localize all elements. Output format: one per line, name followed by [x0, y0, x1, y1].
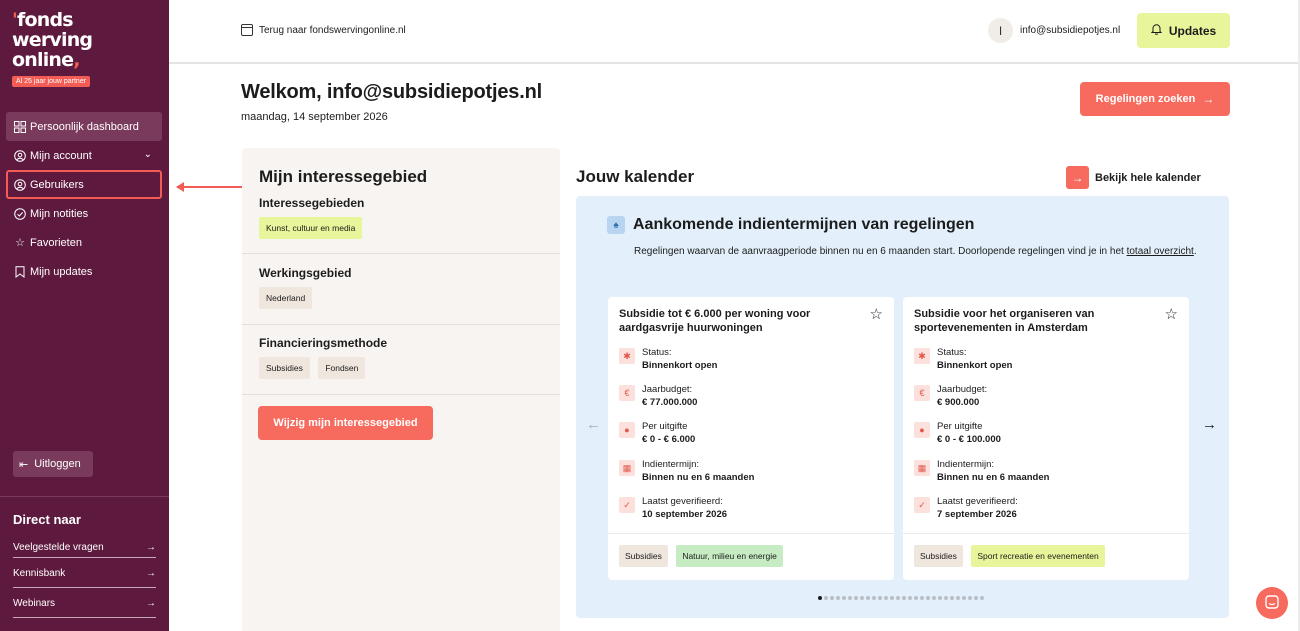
logout-icon: ⇤ — [19, 458, 29, 471]
user-menu[interactable] — [988, 18, 1120, 43]
carousel-dots — [818, 596, 986, 600]
tag: Nederland — [259, 287, 312, 309]
calendar-icon: ▦ — [619, 460, 635, 476]
sidebar-item-label: Favorieten — [30, 236, 82, 249]
carousel-dot[interactable] — [932, 596, 936, 600]
calendar-description-end: . — [1193, 246, 1197, 257]
direct-title: Direct naar — [13, 512, 81, 527]
logo-badge: Al 25 jaar jouw partner — [12, 76, 90, 87]
carousel-dot[interactable] — [914, 596, 918, 600]
field-value: Binnen nu en 6 maanden — [937, 472, 1050, 483]
interest-section-region — [242, 266, 560, 325]
interest-section-funding — [242, 336, 560, 395]
calendar-icon: ▦ — [914, 460, 930, 476]
tag: Subsidies — [259, 357, 310, 379]
tag: Subsidies — [619, 545, 668, 567]
field-label: Status: — [642, 347, 672, 358]
sidebar-item-notes[interactable] — [6, 199, 162, 228]
updates-button[interactable] — [1137, 13, 1230, 48]
field-value: € 0 - € 6.000 — [642, 434, 696, 445]
check-icon: ✓ — [619, 497, 635, 513]
card-field-budget — [914, 384, 987, 409]
logo-line-1: fonds — [17, 9, 73, 31]
sidebar-divider — [0, 496, 169, 497]
sidebar-item-label: Mijn notities — [30, 207, 89, 220]
view-calendar-link[interactable] — [1066, 166, 1201, 189]
user-circle-icon — [13, 149, 27, 163]
page-title: Welkom, info@subsidiepotjes.nl — [241, 81, 542, 103]
chevron-down-icon[interactable]: ⌄ — [143, 149, 152, 160]
card-field-status — [914, 347, 1012, 372]
sidebar-item-label: Persoonlijk dashboard — [30, 120, 139, 133]
carousel-dot[interactable] — [968, 596, 972, 600]
coins-icon: ● — [619, 422, 635, 438]
search-regulations-button[interactable] — [1080, 82, 1230, 116]
asterisk-icon: ✱ — [914, 348, 930, 364]
bell-icon — [1151, 23, 1162, 38]
euro-icon: € — [619, 385, 635, 401]
field-label: Per uitgifte — [642, 421, 688, 432]
arrow-right-icon: → — [1066, 166, 1089, 189]
check-icon: ✓ — [914, 497, 930, 513]
user-circle-icon — [13, 178, 27, 192]
sidebar — [0, 0, 169, 631]
arrow-right-icon: → — [146, 542, 156, 553]
field-label: Per uitgifte — [937, 421, 983, 432]
card-title[interactable]: Subsidie voor het organiseren van sportevenementen in Amsterdam — [914, 308, 1095, 334]
carousel-dot[interactable] — [854, 596, 858, 600]
carousel-dot[interactable] — [920, 596, 924, 600]
carousel-dot[interactable] — [902, 596, 906, 600]
calendar-title: Jouw kalender — [576, 167, 695, 186]
logout-button[interactable] — [13, 451, 93, 477]
topbar — [169, 0, 1300, 64]
carousel-dot[interactable] — [950, 596, 954, 600]
carousel-prev-icon[interactable]: ← — [586, 416, 601, 433]
logo-line-3: online — [12, 49, 74, 71]
carousel-dot[interactable] — [848, 596, 852, 600]
check-circle-icon — [13, 207, 27, 221]
edit-interest-button[interactable]: Wijzig mijn interessegebied — [258, 406, 433, 440]
carousel-dot[interactable] — [836, 596, 840, 600]
tag: Fondsen — [318, 357, 365, 379]
view-calendar-label: Bekijk hele kalender — [1095, 171, 1201, 184]
tag: Subsidies — [914, 545, 963, 567]
direct-link-kennisbank[interactable] — [13, 558, 156, 588]
carousel-dot[interactable] — [884, 596, 888, 600]
calendar-panel-header — [607, 216, 974, 234]
card-field-verified — [914, 496, 1018, 521]
carousel-dot[interactable] — [878, 596, 882, 600]
carousel-dot[interactable] — [980, 596, 984, 600]
card-title[interactable]: Subsidie tot € 6.000 per woning voor aardgasvrije huurwoningen — [619, 308, 811, 334]
card-field-per-issue — [619, 421, 695, 446]
interest-section-areas — [242, 196, 560, 254]
welcome-section — [241, 81, 542, 123]
card-field-budget — [619, 384, 697, 409]
avatar: I — [988, 18, 1013, 43]
field-value: € 0 - € 100.000 — [937, 434, 1001, 445]
carousel-dot[interactable] — [818, 596, 822, 600]
arrow-right-icon: → — [146, 568, 156, 579]
card-tags — [619, 545, 889, 567]
field-value: Binnen nu en 6 maanden — [642, 472, 755, 483]
card-field-deadline — [914, 459, 1049, 484]
field-label: Indientermijn: — [937, 459, 995, 470]
back-link[interactable] — [241, 24, 406, 36]
card-field-per-issue — [914, 421, 1001, 446]
direct-link-faq[interactable] — [13, 536, 156, 558]
calendar-description — [634, 242, 1204, 261]
carousel-dot[interactable] — [866, 596, 870, 600]
user-email: info@subsidiepotjes.nl — [1020, 25, 1121, 36]
field-label: Laatst geverifieerd: — [642, 496, 723, 507]
spade-icon: ♠ — [607, 216, 625, 234]
browser-icon — [241, 24, 253, 36]
arrow-right-icon: → — [146, 598, 156, 609]
field-value: Binnenkort open — [937, 360, 1013, 371]
sidebar-item-label: Mijn account — [30, 149, 92, 162]
direct-link-label: Veelgestelde vragen — [13, 542, 104, 553]
calendar-panel-title: Aankomende indientermijnen van regelingen — [633, 216, 975, 233]
sidebar-nav — [6, 112, 162, 286]
direct-links — [13, 512, 156, 618]
tag: Natuur, milieu en energie — [676, 545, 783, 567]
coins-icon: ● — [914, 422, 930, 438]
carousel-dot[interactable] — [860, 596, 864, 600]
field-label: Laatst geverifieerd: — [937, 496, 1018, 507]
field-label: Jaarbudget: — [937, 384, 988, 395]
card-field-status — [619, 347, 717, 372]
calendar-description-text: Regelingen waarvan de aanvraagperiode binnen nu en 6 maanden start. Doorlopende regelingen vind je in het — [634, 246, 1124, 257]
asterisk-icon: ✱ — [619, 348, 635, 364]
interest-title: Mijn interessegebied — [259, 167, 428, 186]
direct-link-label: Webinars — [13, 598, 56, 609]
direct-link-label: Kennisbank — [13, 568, 66, 579]
direct-link-webinars[interactable] — [13, 588, 156, 618]
logout-label: Uitloggen — [34, 458, 81, 470]
updates-label: Updates — [1168, 23, 1217, 38]
sidebar-item-dashboard[interactable] — [6, 112, 162, 141]
field-label: Indientermijn: — [642, 459, 700, 470]
favorite-star-icon[interactable]: ☆ — [1164, 306, 1178, 323]
carousel-dot[interactable] — [944, 596, 948, 600]
section-heading: Interessegebieden — [259, 196, 365, 210]
euro-icon: € — [914, 385, 930, 401]
sidebar-item-favorites[interactable] — [6, 228, 162, 257]
chat-button[interactable] — [1256, 587, 1288, 619]
carousel-dot[interactable] — [872, 596, 876, 600]
carousel-dot[interactable] — [824, 596, 828, 600]
card-field-verified — [619, 496, 727, 521]
sidebar-item-label: Mijn updates — [30, 265, 93, 278]
carousel-dot[interactable] — [896, 596, 900, 600]
logo-line-2: werving — [12, 29, 93, 51]
carousel-dot[interactable] — [830, 596, 834, 600]
back-link-label: Terug naar fondswervingonline.nl — [259, 24, 406, 36]
annotation-arrow — [177, 186, 244, 188]
carousel-dot[interactable] — [956, 596, 960, 600]
field-value: 10 september 2026 — [642, 509, 728, 520]
chat-icon — [1265, 595, 1279, 612]
arrow-right-icon: → — [1202, 92, 1215, 106]
overview-link[interactable]: totaal overzicht — [1126, 246, 1194, 257]
field-value: € 900.000 — [937, 397, 980, 408]
field-value: 7 september 2026 — [937, 509, 1017, 520]
star-icon: ☆ — [15, 237, 25, 249]
sidebar-item-account[interactable] — [6, 141, 162, 170]
tag: Kunst, cultuur en media — [259, 217, 362, 239]
logo[interactable]: 'fonds werving online, Al 25 jaar jouw partner — [8, 10, 92, 88]
interest-panel — [242, 148, 560, 631]
card-field-deadline — [619, 459, 754, 484]
card-divider — [608, 533, 894, 534]
bookmark-icon — [13, 265, 27, 279]
section-heading: Werkingsgebied — [259, 266, 352, 280]
grid-icon — [13, 120, 27, 134]
field-label: Status: — [937, 347, 967, 358]
carousel-dot[interactable] — [908, 596, 912, 600]
calendar-panel — [576, 196, 1229, 618]
carousel-dot[interactable] — [842, 596, 846, 600]
carousel-dot[interactable] — [974, 596, 978, 600]
sidebar-item-users[interactable] — [6, 170, 162, 199]
carousel-next-icon[interactable]: → — [1202, 416, 1217, 433]
field-value: Binnenkort open — [642, 360, 718, 371]
carousel-dot[interactable] — [890, 596, 894, 600]
carousel-dot[interactable] — [962, 596, 966, 600]
search-regulations-label: Regelingen zoeken — [1095, 93, 1196, 105]
regulation-card[interactable] — [903, 297, 1189, 580]
tag: Sport recreatie en evenementen — [971, 545, 1104, 567]
card-divider — [903, 533, 1189, 534]
section-heading: Financieringsmethode — [259, 336, 388, 350]
field-value: € 77.000.000 — [642, 397, 698, 408]
card-tags — [914, 545, 1184, 567]
favorite-star-icon[interactable]: ☆ — [869, 306, 883, 323]
sidebar-item-updates[interactable] — [6, 257, 162, 286]
sidebar-item-label: Gebruikers — [30, 178, 84, 191]
carousel-dot[interactable] — [926, 596, 930, 600]
regulation-card[interactable] — [608, 297, 894, 580]
carousel-dot[interactable] — [938, 596, 942, 600]
field-label: Jaarbudget: — [642, 384, 693, 395]
current-date: maandag, 14 september 2026 — [241, 111, 388, 123]
